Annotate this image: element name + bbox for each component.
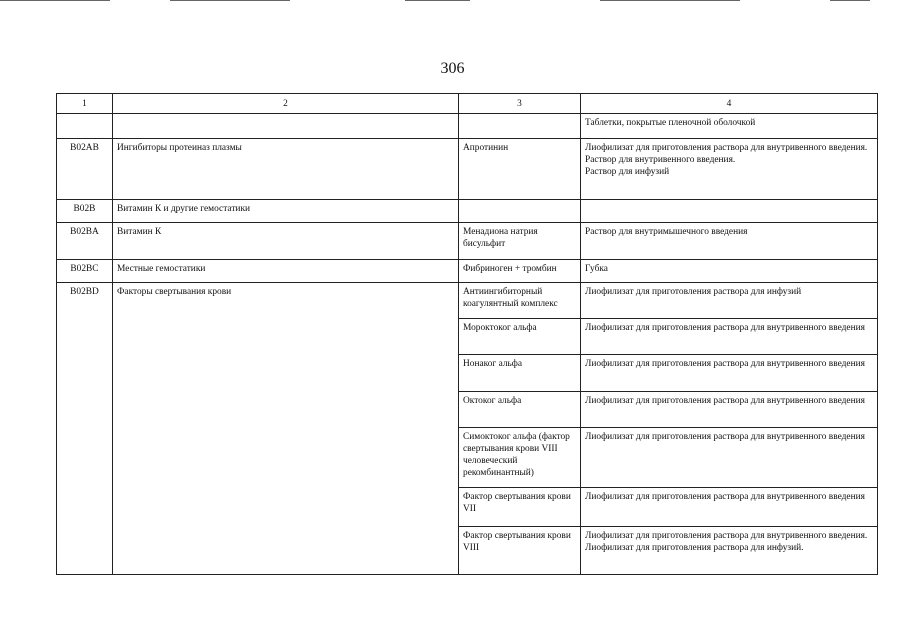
drug-name: Фактор свертывания крови VIII xyxy=(459,527,581,575)
page-number: 306 xyxy=(440,60,465,77)
group-name xyxy=(113,428,459,488)
table-row xyxy=(57,428,878,488)
table-row xyxy=(57,200,878,223)
group-name xyxy=(113,392,459,428)
dosage-forms: Лиофилизат для приготовления раствора для инфузий xyxy=(581,283,878,319)
table-row xyxy=(57,139,878,200)
dosage-forms: Лиофилизат для приготовления раствора для внутривенного введения xyxy=(581,392,878,428)
group-name: Местные гемостатики xyxy=(113,260,459,283)
atc-code xyxy=(57,392,113,428)
dosage-forms xyxy=(581,200,878,223)
header-cell: 1 xyxy=(57,94,113,114)
table-row xyxy=(57,260,878,283)
atc-code: B02BA xyxy=(57,223,113,260)
header-cell: 3 xyxy=(459,94,581,114)
drug-name: Октоког альфа xyxy=(459,392,581,428)
group-name: Ингибиторы протеиназ плазмы xyxy=(113,139,459,200)
dosage-forms: Лиофилизат для приготовления раствора для внутривенного введения xyxy=(581,319,878,355)
header-cell: 4 xyxy=(581,94,878,114)
dosage-forms: Лиофилизат для приготовления раствора для внутривенного введения. Раствор для внутривенного введения. Раствор для инфузий xyxy=(581,139,878,200)
table-row xyxy=(57,319,878,355)
drug-name: Фибриноген + тромбин xyxy=(459,260,581,283)
group-name: Витамин К и другие гемостатики xyxy=(113,200,459,223)
group-name: Факторы свертывания крови xyxy=(113,283,459,319)
dosage-forms: Лиофилизат для приготовления раствора для внутривенного введения. Лиофилизат для приготовления раствора для инфузий. xyxy=(581,527,878,575)
drug-name: Мороктоког альфа xyxy=(459,319,581,355)
table-row xyxy=(57,527,878,575)
dosage-forms: Губка xyxy=(581,260,878,283)
atc-code xyxy=(57,355,113,392)
atc-code xyxy=(57,488,113,527)
dosage-forms: Таблетки, покрытые пленочной оболочкой xyxy=(581,114,878,139)
atc-code: B02B xyxy=(57,200,113,223)
table-row xyxy=(57,488,878,527)
atc-code xyxy=(57,428,113,488)
drug-name: Фактор свертывания крови VII xyxy=(459,488,581,527)
group-name xyxy=(113,355,459,392)
atc-code: B02BD xyxy=(57,283,113,319)
table-row xyxy=(57,392,878,428)
group-name xyxy=(113,527,459,575)
atc-code xyxy=(57,114,113,139)
group-name xyxy=(113,319,459,355)
atc-code xyxy=(57,319,113,355)
header-row xyxy=(57,94,878,114)
scan-top-edge xyxy=(0,0,905,2)
atc-code: B02BC xyxy=(57,260,113,283)
drug-name xyxy=(459,114,581,139)
drug-name: Менадиона натрия бисульфит xyxy=(459,223,581,260)
table-row xyxy=(57,283,878,319)
atc-code: B02AB xyxy=(57,139,113,200)
dosage-forms: Лиофилизат для приготовления раствора для внутривенного введения xyxy=(581,488,878,527)
dosage-forms: Раствор для внутримышечного введения xyxy=(581,223,878,260)
drug-name: Нонаког альфа xyxy=(459,355,581,392)
table-row xyxy=(57,355,878,392)
drug-name: Апротинин xyxy=(459,139,581,200)
drug-table xyxy=(56,93,878,575)
table-row xyxy=(57,223,878,260)
table-row xyxy=(57,114,878,139)
dosage-forms: Лиофилизат для приготовления раствора для внутривенного введения xyxy=(581,355,878,392)
atc-code xyxy=(57,527,113,575)
dosage-forms: Лиофилизат для приготовления раствора для внутривенного введения xyxy=(581,428,878,488)
drug-name: Антиингибиторный коагулянтный комплекс xyxy=(459,283,581,319)
group-name: Витамин К xyxy=(113,223,459,260)
group-name xyxy=(113,488,459,527)
drug-name: Симоктоког альфа (фактор свертывания крови VIII человеческий рекомбинантный) xyxy=(459,428,581,488)
group-name xyxy=(113,114,459,139)
header-cell: 2 xyxy=(113,94,459,114)
drug-name xyxy=(459,200,581,223)
